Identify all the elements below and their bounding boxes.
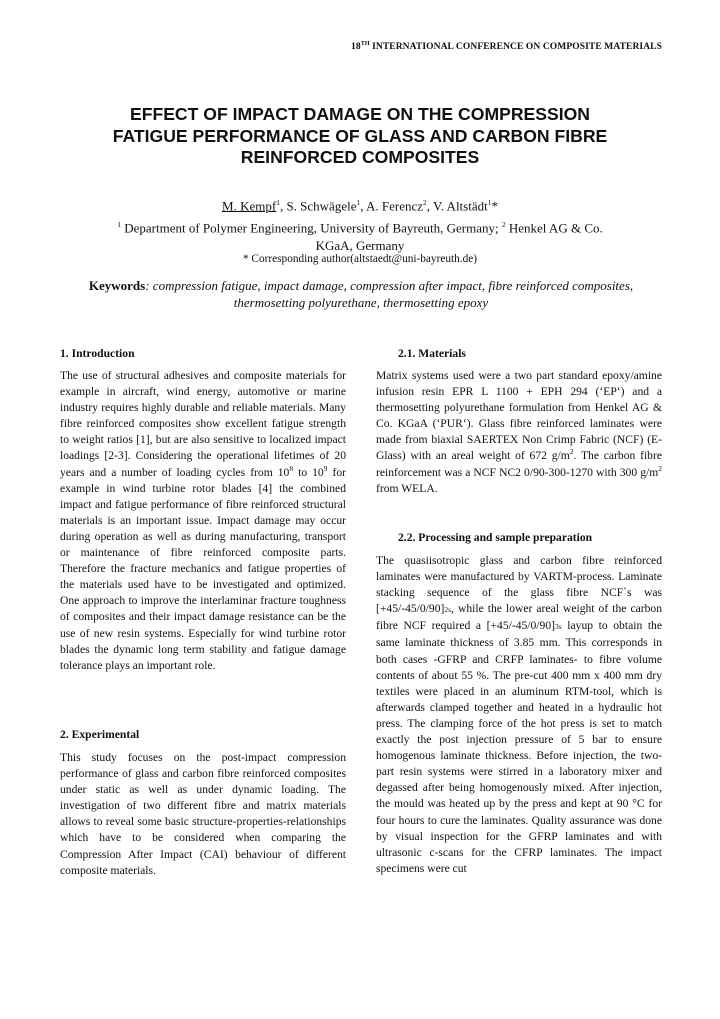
keywords-text: : compression fatigue, impact damage, compression after impact, fibre reinforced composites, thermosetting polyurethane, thermosetting epoxy bbox=[145, 278, 634, 310]
author-sup: 1 bbox=[356, 198, 361, 207]
materials-text-part: Matrix systems used were a two part standard epoxy/amine infusion resin EPR L 1100 + EPH 294 (‘EP‘) and a thermosetting polyurethane formulation from Henkel AG & Co. KGaA (‘PUR‘). Glass fibre reinforced laminates were made from biaxial SAERTEX Non Crimp Fabric (NCF) (E-Glass) with an areal weight of 672 g/m bbox=[376, 369, 662, 463]
running-header bbox=[0, 41, 662, 52]
materials-text-part: from WELA. bbox=[376, 481, 438, 495]
paper-title bbox=[60, 104, 660, 169]
materials-text-part: . The carbon fibre reinforcement was a NCF NC2 0/90-300-1270 with 300 g/m bbox=[376, 449, 662, 479]
keywords bbox=[88, 277, 634, 311]
processing-subscript: 3s bbox=[555, 622, 562, 632]
corresponding-star: * bbox=[491, 198, 498, 214]
title-line-1: EFFECT OF IMPACT DAMAGE ON THE COMPRESSION bbox=[129, 104, 591, 124]
title-line-2: FATIGUE PERFORMANCE OF GLASS AND CARBON FIBRE bbox=[112, 125, 608, 146]
corresponding-author: * Corresponding author(altstaedt@uni-bayreuth.de) bbox=[242, 253, 478, 265]
section-heading-introduction: 1. Introduction bbox=[60, 347, 135, 360]
keywords-label: Keywords bbox=[88, 278, 146, 293]
intro-exponent: 8 bbox=[289, 463, 294, 473]
processing-text-part: , while the lower areal weight of the carbon fibre NCF required a [+45/-45/0/90] bbox=[376, 602, 662, 633]
author: , V. Altstädt bbox=[426, 198, 488, 214]
affil-sup: 1 bbox=[117, 220, 121, 229]
author: , A. Ferencz bbox=[360, 198, 424, 214]
section-heading-materials: 2.1. Materials bbox=[398, 347, 466, 360]
intro-text: to 10 bbox=[293, 465, 324, 479]
affil-text: Department of Polymer Engineering, University of Bayreuth, Germany; bbox=[120, 220, 502, 236]
processing-text-part: The quasiisotropic glass and carbon fibre reinforced laminates were manufactured by VARTM-process. Laminate stacking sequence of the glass fibre NCF`s was [+45/-45/0/90] bbox=[376, 554, 662, 616]
processing-text bbox=[376, 553, 662, 877]
author-sup: 1 bbox=[276, 198, 280, 207]
title-line-3: REINFORCED COMPOSITES bbox=[240, 147, 480, 167]
materials-exponent: 2 bbox=[569, 447, 574, 457]
intro-exponent: 9 bbox=[323, 463, 328, 473]
processing-subscript: 2s bbox=[444, 605, 452, 615]
introduction-text bbox=[60, 368, 346, 674]
section-heading-processing: 2.2. Processing and sample preparation bbox=[398, 531, 593, 544]
experimental-paragraph: This study focuses on the post-impact compression performance of glass and carbon fibre reinforced composites under static as well as under dynamic loading. The investigation of two different fibre and matrix materials allows to reveal some basic structure-properties-relationships which have to be considered when comparing the Compression After Impact (CAI) behaviour of different composite materials. bbox=[60, 751, 346, 877]
materials-exponent: 2 bbox=[658, 463, 662, 473]
conference-number: 18 bbox=[351, 42, 361, 53]
conference-name: INTERNATIONAL CONFERENCE ON COMPOSITE MATERIALS bbox=[369, 42, 662, 53]
author-list bbox=[60, 198, 660, 214]
experimental-text bbox=[60, 750, 346, 879]
section-heading-experimental: 2. Experimental bbox=[60, 728, 140, 741]
affil-sup: 2 bbox=[501, 220, 506, 229]
author-sup: 1 bbox=[487, 198, 492, 207]
author-sup: 2 bbox=[423, 198, 427, 207]
affil-text: Henkel AG & Co. bbox=[505, 220, 603, 236]
conference-ordinal: TH bbox=[360, 41, 370, 47]
intro-text: for example in wind turbine rotor blades [4] the combined impact and fatigue performance of fibre reinforced structural materials is an important issue. Impact damage may occur during operation as well as during manufacturing, transport or maintenance of fibre reinforced composite parts. Therefore the fracture mechanics and fatigue properties of the materials used have to be investigated and optimized. One approach to improve the interlaminar fracture toughness of composites and their impact damage resistance can be the use of new resin systems. Especially for wind turbine rotor blades the dynamic long term stability and fatigue damage tolerance plays an important role. bbox=[60, 465, 346, 672]
affiliations bbox=[60, 216, 660, 254]
first-author: M. Kempf bbox=[222, 198, 277, 214]
intro-text: The use of structural adhesives and composite materials for example in aircraft, wind energy, automotive or marine industry requires highly durable and reliable materials. Many fibre reinforced composites show excellent fatigue strength to weight ratios [1], but are also sensitive to localized impact loadings [2-3]. Considering the operational lifetimes of 20 years and a number of loading cycles from 10 bbox=[60, 369, 346, 479]
author: , S. Schwägele bbox=[279, 198, 357, 214]
materials-text bbox=[376, 368, 662, 497]
affil-line-2: KGaA, Germany bbox=[315, 237, 405, 253]
processing-text-part: layup to obtain the same laminate thickness of 3.85 mm. This corresponds in both cases -GFRP and CRFP laminates- to fibre volume contents of about 55 %. The pre-cut 400 mm x 400 mm dry textiles were placed in an aluminum RTM-tool, which is afterwards clamped together and heated in a hydraulic hot press. The clamping force of the hot press is set to match exactly the post injection pressure of 5 bar to ensure homogenous laminate thickness. Before injection, the two-part resin systems were stirred in a laboratory mixer and degassed after being homogenously mixed. After injection, the mould was heated up by the press and kept at 90 °C for four hours to cure the laminates. Quality assurance was done by visual inspection for the GFRP laminates and with ultrasonic c-scans for the CFRP laminates. The impact specimens were cut bbox=[376, 619, 663, 875]
